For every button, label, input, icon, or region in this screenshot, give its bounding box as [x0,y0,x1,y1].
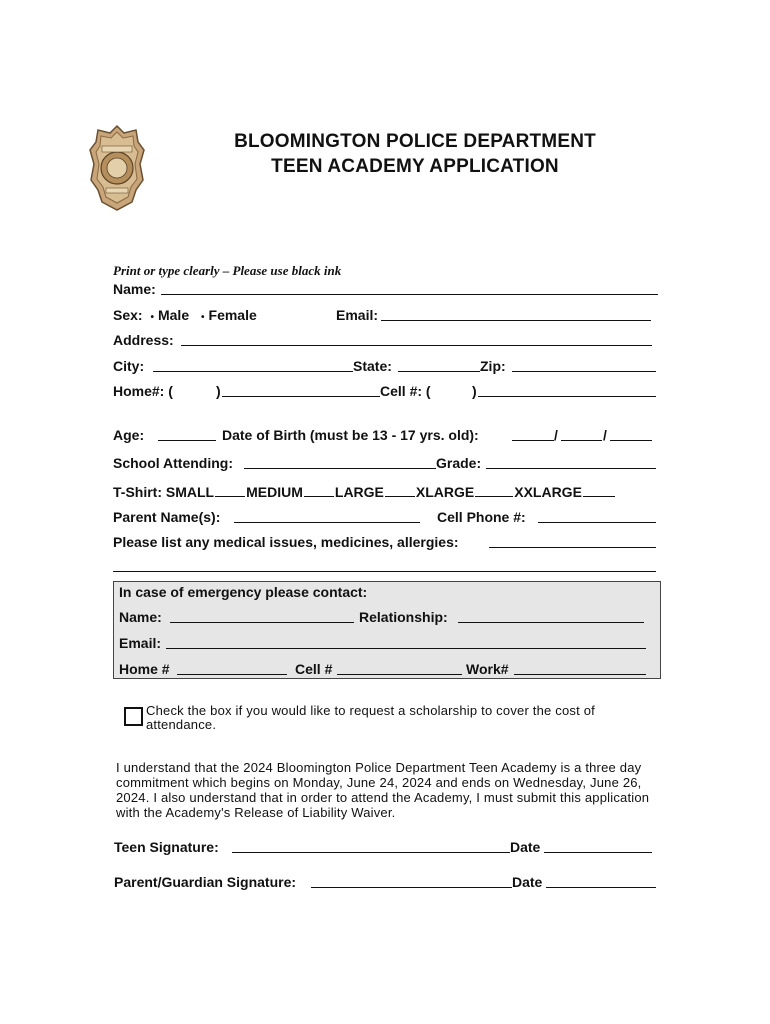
dob-separator: / [554,427,558,443]
school-field[interactable] [244,468,436,469]
bullet-icon[interactable]: • [201,312,205,323]
emergency-email-label: Email: [119,635,162,651]
teen-signature-label: Teen Signature: [114,839,219,855]
size-xxlarge-field[interactable] [583,483,615,497]
age-label: Age: [113,427,145,443]
address-field[interactable] [181,345,652,346]
emergency-email-field[interactable] [166,648,646,649]
tshirt-row [113,483,616,500]
tshirt-label: T-Shirt: [113,484,162,500]
medical-field[interactable] [489,547,656,548]
grade-field[interactable] [486,468,656,469]
cell-phone-label: Cell #: ( [380,383,431,399]
emergency-name-label: Name: [119,609,162,625]
medical-label: Please list any medical issues, medicines, allergies: [113,534,459,550]
size-medium-field[interactable] [304,483,334,497]
email-field[interactable] [381,320,651,321]
agreement-paragraph: I understand that the 2024 Bloomington Police Department Teen Academy is a three day commitment which begins on Monday, June 24, 2024 and ends on Wednesday, June 26, 2024. I also understand that in order to attend the Academy, I must submit this application with the Academy's Release of Liability Waiver. [116,760,650,820]
sex-option-male[interactable]: Male [157,307,190,323]
city-field[interactable] [153,371,353,372]
emergency-cell-label: Cell # [295,661,333,677]
emergency-relationship-field[interactable] [458,622,644,623]
parent-cell-label: Cell Phone #: [437,509,526,525]
sex-option-female[interactable]: Female [208,307,257,323]
sex-label: Sex: [113,307,143,323]
emergency-work-field[interactable] [514,674,646,675]
name-label: Name: [113,281,156,297]
cell-phone-field[interactable] [478,396,656,397]
parent-date-label: Date [512,874,543,890]
emergency-cell-field[interactable] [337,674,462,675]
parent-names-label: Parent Name(s): [113,509,221,525]
teen-signature-field[interactable] [232,852,510,853]
parent-cell-field[interactable] [538,522,656,523]
parent-names-field[interactable] [234,522,420,523]
emergency-work-label: Work# [466,661,509,677]
size-medium: MEDIUM [246,484,303,500]
scholarship-checkbox[interactable] [124,707,143,726]
state-label: State: [353,358,392,374]
grade-label: Grade: [436,455,482,471]
city-label: City: [113,358,145,374]
size-xlarge: XLARGE [415,484,475,500]
page-title-line1: BLOOMINGTON POLICE DEPARTMENT [234,131,596,152]
size-small: SMALL [165,484,215,500]
emergency-home-label: Home # [119,661,170,677]
address-label: Address: [113,332,174,348]
dob-separator: / [603,427,607,443]
zip-label: Zip: [480,358,506,374]
sex-row [113,307,257,323]
size-large: LARGE [334,484,384,500]
parent-signature-label: Parent/Guardian Signature: [114,874,297,890]
size-xlarge-field[interactable] [475,483,513,497]
age-field[interactable] [158,440,216,441]
medical-field-line2[interactable] [113,571,656,572]
parent-signature-field[interactable] [311,887,512,888]
bullet-icon[interactable]: • [150,312,154,323]
parent-date-field[interactable] [546,887,656,888]
instructions-text: Print or type clearly – Please use black ink [113,263,342,278]
dob-month-field[interactable] [512,440,554,441]
emergency-relationship-label: Relationship: [359,609,448,625]
emergency-heading: In case of emergency please contact: [119,584,368,600]
home-phone-field[interactable] [222,396,380,397]
home-phone-label: Home#: ( [113,383,173,399]
home-paren-close: ) [216,383,221,399]
teen-date-field[interactable] [544,852,652,853]
zip-field[interactable] [512,371,656,372]
emergency-name-field[interactable] [170,622,354,623]
school-label: School Attending: [113,455,234,471]
scholarship-text: Check the box if you would like to request a scholarship to cover the cost of attendance. [146,703,595,732]
size-xxlarge: XXLARGE [514,484,582,500]
size-large-field[interactable] [385,483,415,497]
dob-day-field[interactable] [561,440,602,441]
dob-label: Date of Birth (must be 13 - 17 yrs. old): [222,427,479,443]
email-label: Email: [336,307,379,323]
page-title-line2: TEEN ACADEMY APPLICATION [271,156,559,177]
teen-date-label: Date [510,839,541,855]
cell-paren-close: ) [472,383,477,399]
name-field[interactable] [161,294,658,295]
state-field[interactable] [398,371,480,372]
size-small-field[interactable] [215,483,245,497]
emergency-home-field[interactable] [177,674,287,675]
dob-year-field[interactable] [610,440,652,441]
